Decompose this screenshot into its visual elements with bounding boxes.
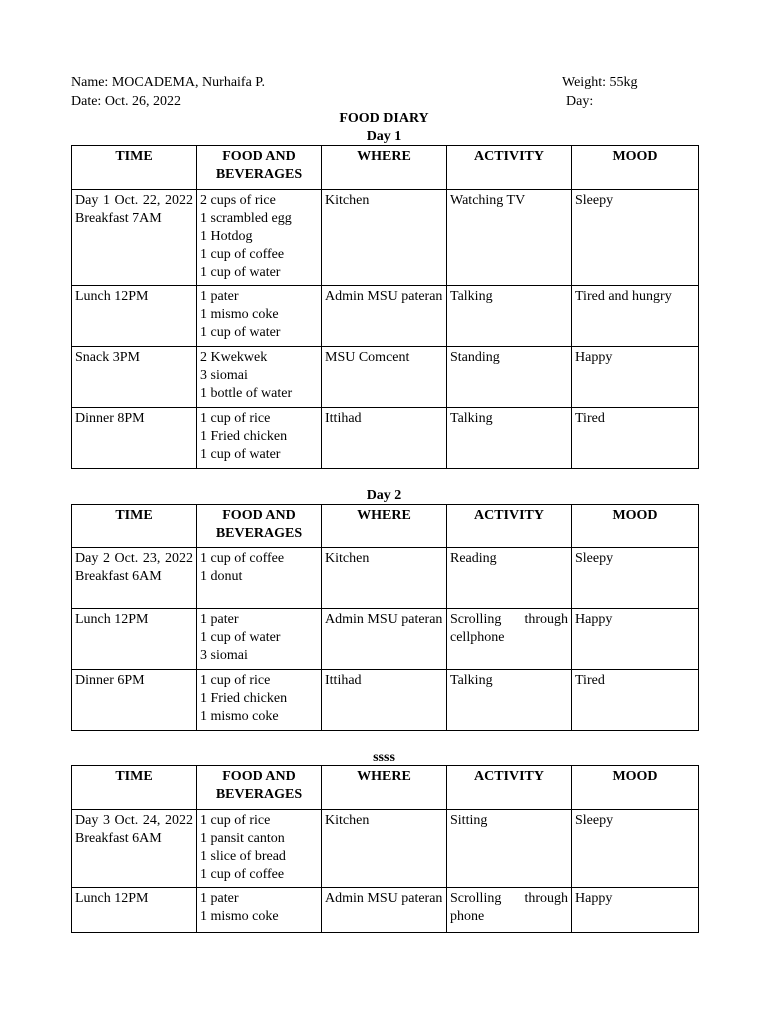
- table-row: [72, 286, 699, 347]
- food-cell: [197, 408, 322, 469]
- column-header: TIME: [72, 505, 197, 548]
- food-item: 1 mismo coke: [200, 307, 279, 322]
- food-item: 1 cup of water: [200, 447, 281, 462]
- activity-cell: Standing: [447, 347, 572, 408]
- column-header: FOOD AND BEVERAGES: [197, 146, 322, 190]
- food-item: 2 cups of rice: [200, 193, 276, 208]
- mood-cell: Tired and hungry: [572, 286, 699, 347]
- where-cell: Admin MSU pateran: [322, 286, 447, 347]
- column-header: WHERE: [322, 766, 447, 810]
- table-row: [72, 609, 699, 670]
- food-diary-table-day-2: [71, 504, 699, 731]
- time-cell: Snack 3PM: [72, 347, 197, 408]
- table-row: [72, 347, 699, 408]
- activity-cell: Scrolling through phone: [447, 888, 572, 933]
- food-item: 1 cup of rice: [200, 813, 271, 828]
- mood-cell: Sleepy: [572, 810, 699, 888]
- column-header: TIME: [72, 146, 197, 190]
- column-header: MOOD: [572, 766, 699, 810]
- date-line: Date: Oct. 26, 2022: [71, 94, 182, 109]
- where-cell: Kitchen: [322, 548, 447, 609]
- food-item: 1 cup of water: [200, 630, 281, 645]
- food-item: 1 bottle of water: [200, 386, 293, 401]
- food-diary-table-day-3: [71, 765, 699, 933]
- food-item: 1 cup of rice: [200, 673, 271, 688]
- table-row: [72, 408, 699, 469]
- document-title: FOOD DIARY: [339, 111, 429, 126]
- time-cell: Day 1 Oct. 22, 2022 Breakfast 7AM: [72, 190, 197, 286]
- column-header: ACTIVITY: [447, 505, 572, 548]
- weight-line: Weight: 55kg: [562, 75, 638, 90]
- food-item: 1 cup of water: [200, 265, 281, 280]
- activity-cell: Reading: [447, 548, 572, 609]
- activity-cell: Talking: [447, 286, 572, 347]
- mood-cell: Tired: [572, 408, 699, 469]
- column-header: WHERE: [322, 505, 447, 548]
- column-header: WHERE: [322, 146, 447, 190]
- food-cell: [197, 286, 322, 347]
- food-item: 1 pater: [200, 289, 239, 304]
- food-item: 3 siomai: [200, 648, 248, 663]
- food-item: 1 Fried chicken: [200, 429, 288, 444]
- column-header: FOOD AND BEVERAGES: [197, 766, 322, 810]
- food-item: 1 pansit canton: [200, 831, 285, 846]
- column-header: TIME: [72, 766, 197, 810]
- activity-cell: Talking: [447, 408, 572, 469]
- table-row: [72, 548, 699, 609]
- food-item: 1 pater: [200, 891, 239, 906]
- food-item: 1 cup of water: [200, 325, 281, 340]
- food-cell: [197, 810, 322, 888]
- where-cell: Kitchen: [322, 810, 447, 888]
- where-cell: MSU Comcent: [322, 347, 447, 408]
- where-cell: Admin MSU pateran: [322, 888, 447, 933]
- header-row: [72, 146, 699, 190]
- time-cell: Dinner 8PM: [72, 408, 197, 469]
- food-item: 2 Kwekwek: [200, 350, 268, 365]
- table-row: [72, 190, 699, 286]
- food-item: 1 cup of rice: [200, 411, 271, 426]
- food-item: 1 slice of bread: [200, 849, 286, 864]
- section-heading-day-2: Day 2: [366, 488, 402, 503]
- table-row: [72, 810, 699, 888]
- food-item: 1 mismo coke: [200, 909, 279, 924]
- time-cell: Day 3 Oct. 24, 2022 Breakfast 6AM: [72, 810, 197, 888]
- food-cell: [197, 548, 322, 609]
- column-header: MOOD: [572, 505, 699, 548]
- mood-cell: Tired: [572, 670, 699, 731]
- column-header: MOOD: [572, 146, 699, 190]
- food-item: 1 Hotdog: [200, 229, 253, 244]
- where-cell: Ittihad: [322, 408, 447, 469]
- name-line: Name: MOCADEMA, Nurhaifa P.: [71, 75, 266, 90]
- time-cell: Lunch 12PM: [72, 609, 197, 670]
- food-cell: [197, 670, 322, 731]
- where-cell: Admin MSU pateran: [322, 609, 447, 670]
- food-diary-table-day-1: [71, 145, 699, 469]
- mood-cell: Happy: [572, 347, 699, 408]
- section-heading-day-1: Day 1: [366, 129, 402, 144]
- food-item: 1 cup of coffee: [200, 247, 285, 262]
- table-row: [72, 670, 699, 731]
- food-cell: [197, 347, 322, 408]
- food-cell: [197, 888, 322, 933]
- activity-cell: Scrolling through cellphone: [447, 609, 572, 670]
- where-cell: Ittihad: [322, 670, 447, 731]
- mood-cell: Sleepy: [572, 190, 699, 286]
- food-item: 3 siomai: [200, 368, 248, 383]
- food-item: 1 Fried chicken: [200, 691, 288, 706]
- column-header: FOOD AND BEVERAGES: [197, 505, 322, 548]
- food-item: 1 cup of coffee: [200, 867, 285, 882]
- column-header: ACTIVITY: [447, 146, 572, 190]
- header-row: [72, 766, 699, 810]
- activity-cell: Sitting: [447, 810, 572, 888]
- mood-cell: Sleepy: [572, 548, 699, 609]
- activity-cell: Talking: [447, 670, 572, 731]
- section-heading-day-3: ssss: [373, 750, 395, 765]
- where-cell: Kitchen: [322, 190, 447, 286]
- time-cell: Day 2 Oct. 23, 2022 Breakfast 6AM: [72, 548, 197, 609]
- table-row: [72, 888, 699, 933]
- food-cell: [197, 609, 322, 670]
- food-item: 1 mismo coke: [200, 709, 279, 724]
- activity-cell: Watching TV: [447, 190, 572, 286]
- food-item: 1 scrambled egg: [200, 211, 292, 226]
- food-item: 1 donut: [200, 569, 243, 584]
- food-item: 1 pater: [200, 612, 239, 627]
- mood-cell: Happy: [572, 888, 699, 933]
- day-line: Day:: [566, 94, 594, 109]
- time-cell: Dinner 6PM: [72, 670, 197, 731]
- food-item: 1 cup of coffee: [200, 551, 285, 566]
- mood-cell: Happy: [572, 609, 699, 670]
- time-cell: Lunch 12PM: [72, 888, 197, 933]
- header-row: [72, 505, 699, 548]
- column-header: ACTIVITY: [447, 766, 572, 810]
- time-cell: Lunch 12PM: [72, 286, 197, 347]
- food-cell: [197, 190, 322, 286]
